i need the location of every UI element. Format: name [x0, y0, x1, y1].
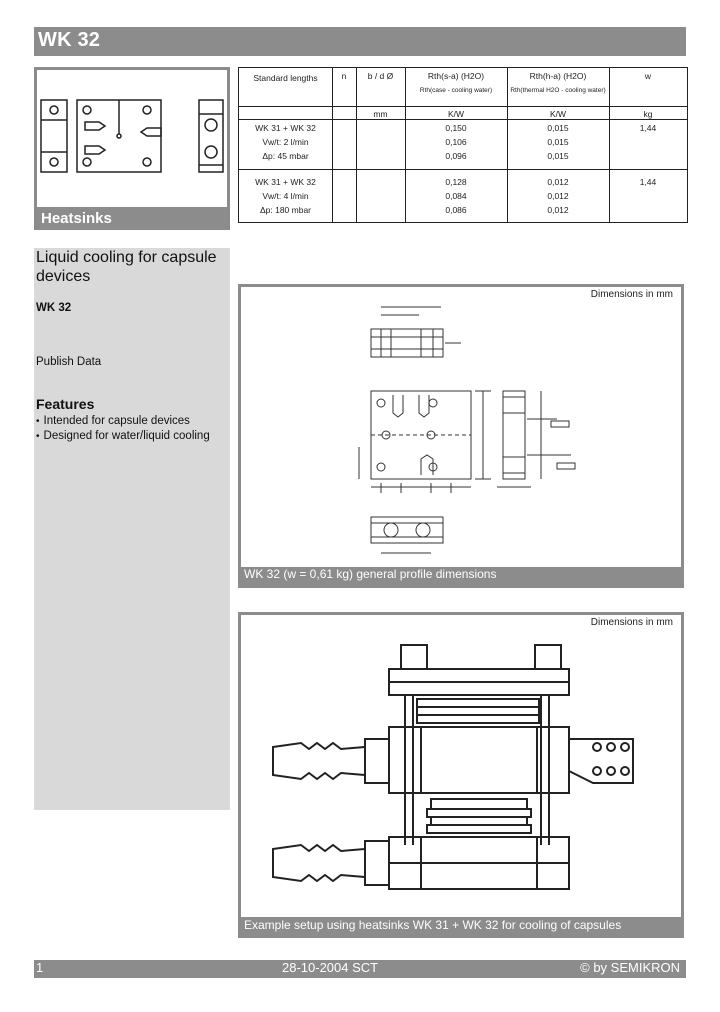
title-bar — [34, 27, 686, 56]
product-heading: Liquid cooling for capsule devices — [36, 249, 217, 285]
unit-rth-case: K/W — [447, 109, 465, 119]
copyright: © by SEMIKRON — [580, 960, 680, 975]
table-row-label: Vw/t: 2 l/min — [262, 137, 309, 147]
header-rth-thermo: Rth(h-a) (H2O) — [529, 71, 587, 81]
figure-example-setup — [238, 612, 684, 938]
table-cell: 0,015 — [547, 137, 569, 147]
product-code: WK 32 — [36, 302, 72, 314]
profile-drawing — [241, 287, 681, 567]
table-cell: 0,012 — [547, 191, 569, 201]
table-row-label: Δp: 180 mbar — [259, 205, 312, 215]
header-bd: b / d Ø — [367, 71, 394, 81]
page-title: WK 32 — [38, 29, 101, 51]
heatsink-thumbnail-drawing — [37, 70, 227, 207]
table-cell: 0,128 — [445, 177, 467, 187]
table-row-label: Vw/t: 4 l/min — [262, 191, 309, 201]
product-thumbnail — [34, 67, 230, 230]
unit-bd: mm — [373, 109, 388, 119]
header-standard-lengths: Standard lengths — [253, 73, 318, 83]
table-cell: 0,015 — [547, 123, 569, 133]
footer-bar — [34, 960, 686, 978]
header-rth-thermo-sub: Rth(thermal H2O - cooling water) — [510, 87, 606, 94]
dimensions-label: Dimensions in mm — [590, 617, 673, 628]
table-cell: 0,012 — [547, 177, 569, 187]
setup-drawing — [241, 615, 681, 917]
dimensions-label: Dimensions in mm — [590, 289, 673, 300]
sidebar — [34, 248, 230, 810]
figure-caption: Example setup using heatsinks WK 31 + WK 32 for cooling of capsules — [244, 918, 622, 932]
header-n: n — [341, 71, 347, 81]
list-item: • Intended for capsule devices — [36, 414, 210, 429]
figure-caption: WK 32 (w = 0,61 kg) general profile dimensions — [244, 567, 497, 581]
table-cell: 0,012 — [547, 205, 569, 215]
table-cell: 1,44 — [639, 123, 657, 133]
header-rth-case: Rth(s-a) (H2O) — [427, 71, 485, 81]
table-cell: 0,150 — [445, 123, 467, 133]
table-cell: 0,015 — [547, 151, 569, 161]
table-row-label: WK 31 + WK 32 — [255, 177, 316, 187]
unit-rth-thermo: K/W — [549, 109, 567, 119]
thumbnail-label: Heatsinks — [41, 210, 112, 227]
table-row-label: Δp: 45 mbar — [262, 151, 309, 161]
header-w: w — [644, 71, 652, 81]
list-item: • Designed for water/liquid cooling — [36, 429, 210, 444]
unit-w: kg — [643, 109, 653, 119]
table-cell: 1,44 — [639, 177, 657, 187]
table-cell: 0,096 — [445, 151, 467, 161]
publish-data: Publish Data — [36, 356, 102, 368]
features-list — [36, 414, 210, 444]
page-number: 1 — [36, 960, 44, 975]
table-cell: 0,084 — [445, 191, 467, 201]
header-rth-case-sub: Rth(case - cooling water) — [419, 87, 493, 94]
figure-profile-dimensions — [238, 284, 684, 588]
features-title: Features — [36, 396, 95, 412]
table-cell: 0,106 — [445, 137, 467, 147]
publish-date: 28-10-2004 SCT — [282, 960, 379, 975]
table-row-label: WK 31 + WK 32 — [255, 123, 316, 133]
table-cell: 0,086 — [445, 205, 467, 215]
spec-table — [238, 67, 688, 223]
